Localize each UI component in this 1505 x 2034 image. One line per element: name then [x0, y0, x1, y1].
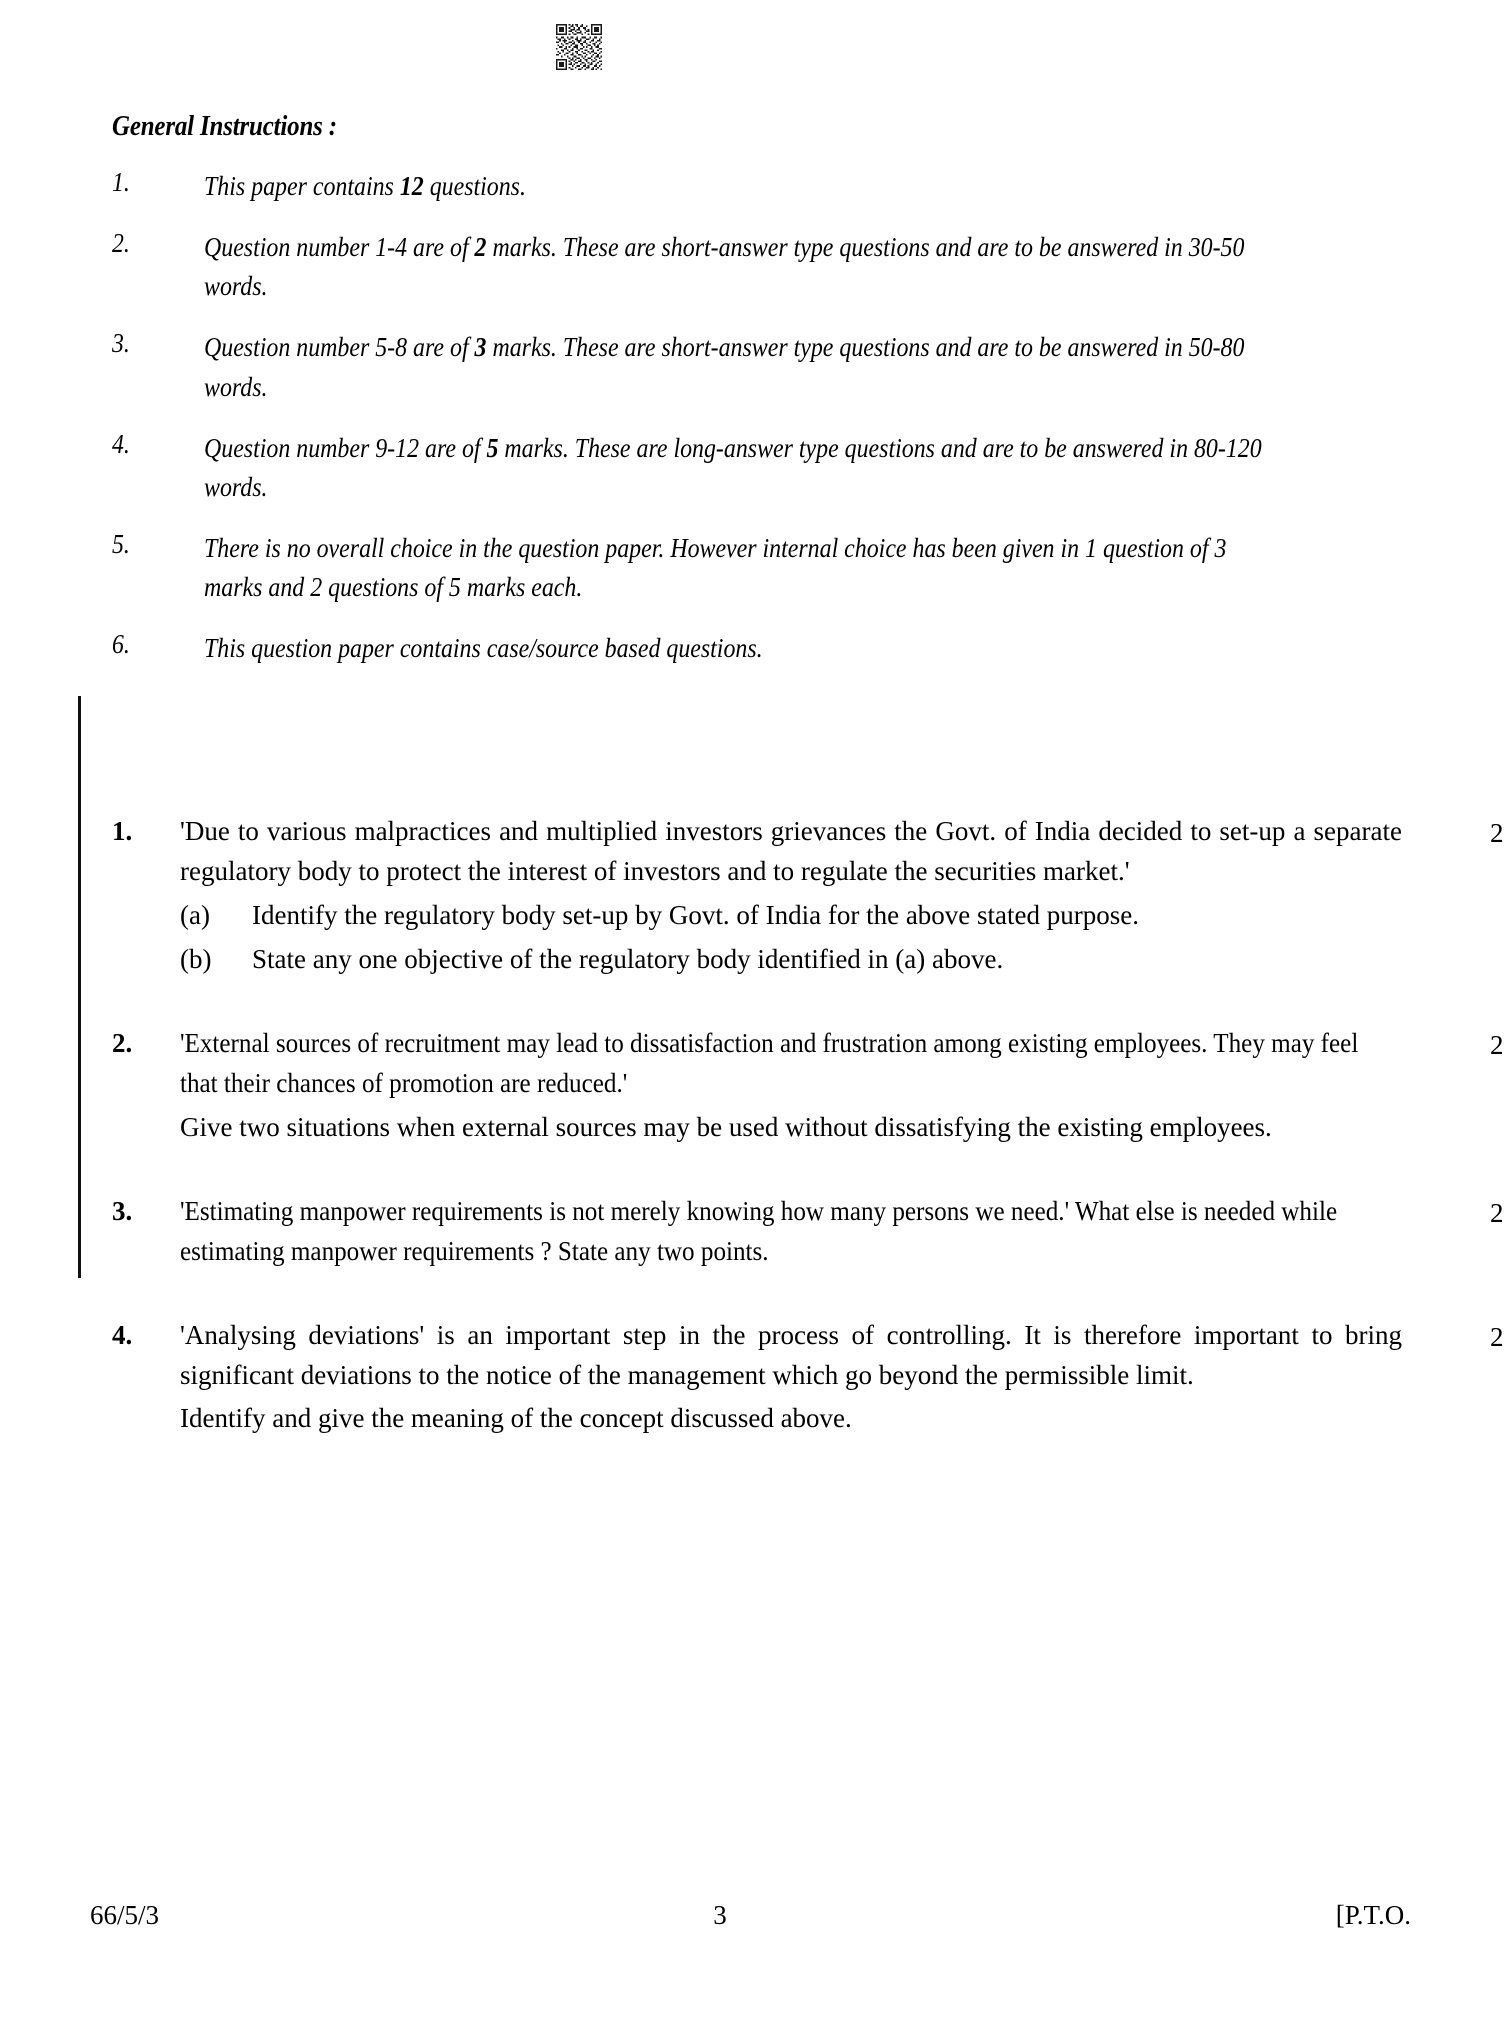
- instruction-text: There is no overall choice in the question paper. However internal choice has been given in 1 question of 3 marks and 2 questions of 5 marks each.: [204, 532, 1227, 603]
- sub-part-label: (b): [180, 943, 212, 974]
- general-instructions-section: [112, 110, 1402, 690]
- page-number: 3: [713, 1900, 727, 1930]
- question-marks: 2: [1490, 1197, 1504, 1228]
- left-margin-rule: [78, 696, 81, 1278]
- instruction-text: This paper contains 12 questions.: [204, 171, 526, 201]
- question-text: Give two situations when external sources may be used without dissatisfying the existing employees.: [180, 1111, 1272, 1142]
- sub-part: [180, 940, 1402, 980]
- question-marks: 2: [1490, 1029, 1504, 1060]
- sub-part: [180, 896, 1402, 936]
- question-marks: 2: [1490, 1321, 1504, 1352]
- question-marks: 2: [1490, 818, 1504, 848]
- question-text: 'Analysing deviations' is an important step in the process of controlling. It is therefore important to bring significant deviations to the notice of the management which go beyond the permissible limit.: [180, 1319, 1402, 1390]
- questions-section: [112, 812, 1504, 1465]
- paper-code: 66/5/3: [90, 1900, 160, 1930]
- instruction-text: Question number 1-4 are of 2 marks. These are short-answer type questions and are to be answered in 30-50 words.: [204, 232, 1245, 302]
- general-instructions-heading: General Instructions :: [112, 110, 337, 142]
- instruction-item: [112, 429, 1402, 507]
- instruction-item: [112, 167, 1402, 206]
- question-item: [112, 812, 1504, 980]
- instruction-item: [112, 529, 1402, 607]
- instruction-number: 5.: [112, 528, 130, 559]
- page-footer: [90, 1900, 1445, 1931]
- question-body: [180, 1316, 1402, 1440]
- question-body: [180, 1192, 1402, 1272]
- question-text-line: 'Estimating manpower requirements is not merely knowing how many persons we need.' What else is needed while estimating manpower requirements ? State any two points.: [180, 1195, 1338, 1266]
- question-number: 2.: [112, 1027, 133, 1058]
- instruction-text: Question number 9-12 are of 5 marks. These are long-answer type questions and are to be answered in 80-120 words.: [204, 432, 1262, 502]
- instruction-item: [112, 629, 1402, 668]
- question-item: [112, 1192, 1504, 1272]
- qr-code-icon: [556, 24, 602, 70]
- instruction-text: This question paper contains case/source based questions.: [204, 633, 763, 664]
- instruction-item: [112, 328, 1402, 406]
- question-number: 1.: [112, 816, 133, 846]
- sub-part-label: (a): [180, 899, 210, 930]
- pto-marker: [P.T.O.: [1335, 1900, 1411, 1930]
- question-text-line: 'External sources of recruitment may lead to dissatisfaction and frustration among existing employees. They may feel that their chances of promotion are reduced.': [180, 1027, 1359, 1098]
- instruction-number: 1.: [112, 167, 130, 197]
- question-text: 'Due to various malpractices and multiplied investors grievances the Govt. of India decided to set-up a separate regulatory body to protect the interest of investors and to regulate the securities market.': [180, 816, 1402, 886]
- instruction-number: 2.: [112, 228, 130, 259]
- question-text: [180, 1024, 1402, 1104]
- question-text: [180, 1192, 1402, 1272]
- sub-part-text: Identify the regulatory body set-up by Govt. of India for the above stated purpose.: [252, 899, 1140, 930]
- instruction-number: 6.: [112, 629, 130, 660]
- question-body: [180, 812, 1402, 980]
- instruction-item: [112, 228, 1402, 306]
- question-item: [112, 1316, 1504, 1440]
- instruction-number: 3.: [112, 328, 130, 359]
- question-number: 4.: [112, 1319, 133, 1350]
- question-text: Identify and give the meaning of the concept discussed above.: [180, 1403, 852, 1434]
- question-number: 3.: [112, 1195, 133, 1226]
- question-body: [180, 1024, 1402, 1148]
- instruction-text: Question number 5-8 are of 3 marks. These are short-answer type questions and are to be answered in 50-80 words.: [204, 332, 1245, 402]
- sub-part-text: State any one objective of the regulatory body identified in (a) above.: [252, 943, 1004, 974]
- instruction-number: 4.: [112, 428, 130, 459]
- question-item: [112, 1024, 1504, 1148]
- question-sub-parts: [180, 896, 1402, 980]
